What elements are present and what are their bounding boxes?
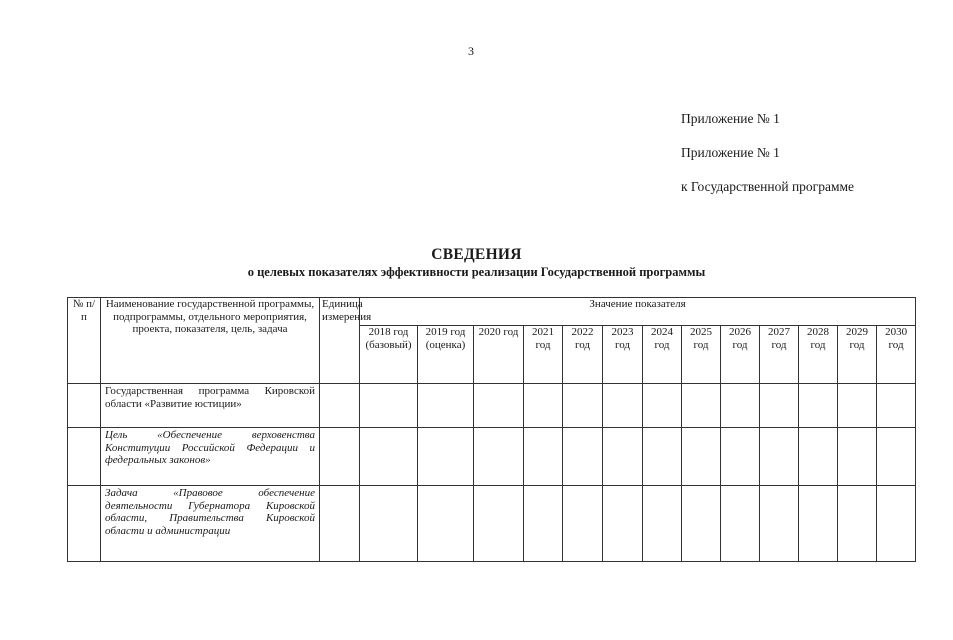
value-cell — [838, 486, 877, 562]
value-cell — [474, 486, 524, 562]
table-row — [68, 384, 916, 428]
value-cell — [760, 384, 799, 428]
value-cell — [360, 428, 418, 486]
indicators-table — [67, 297, 916, 562]
table-header-row-1 — [68, 298, 916, 326]
document-subtitle: о целевых показателях эффективности реализации Государственной программы — [247, 265, 706, 279]
header-year: 2021 год — [524, 326, 563, 384]
value-cell — [563, 486, 603, 562]
row-unit-cell — [320, 486, 360, 562]
page-number: 3 — [468, 44, 474, 58]
row-name-cell: Цель «Обеспечение верховенства Конституции Российской Федерации и федеральных законов» — [101, 428, 320, 486]
value-cell — [682, 428, 721, 486]
document-title: СВЕДЕНИЯ — [431, 246, 522, 263]
value-cell — [721, 384, 760, 428]
value-cell — [721, 428, 760, 486]
value-cell — [877, 428, 916, 486]
table-row — [68, 428, 916, 486]
value-cell — [838, 428, 877, 486]
header-year: 2019 год (оценка) — [418, 326, 474, 384]
value-cell — [799, 428, 838, 486]
header-year: 2026 год — [721, 326, 760, 384]
row-name-cell: Государственная программа Кировской области «Развитие юстиции» — [101, 384, 320, 428]
header-year: 2018 год (базовый) — [360, 326, 418, 384]
value-cell — [643, 428, 682, 486]
value-cell — [682, 384, 721, 428]
value-cell — [524, 384, 563, 428]
table-row — [68, 486, 916, 562]
row-unit-cell — [320, 384, 360, 428]
value-cell — [563, 428, 603, 486]
header-year: 2023 год — [603, 326, 643, 384]
row-num-cell — [68, 486, 101, 562]
header-value-group: Значение показателя — [360, 298, 916, 326]
header-year: 2022 год — [563, 326, 603, 384]
value-cell — [721, 486, 760, 562]
value-cell — [360, 384, 418, 428]
value-cell — [643, 384, 682, 428]
appendix-line-1: Приложение № 1 — [681, 111, 780, 126]
value-cell — [760, 428, 799, 486]
appendix-line-3: к Государственной программе — [681, 179, 855, 194]
value-cell — [524, 486, 563, 562]
value-cell — [474, 428, 524, 486]
header-year: 2020 год — [474, 326, 524, 384]
row-num-cell — [68, 384, 101, 428]
value-cell — [799, 486, 838, 562]
value-cell — [418, 486, 474, 562]
value-cell — [563, 384, 603, 428]
header-year: 2030 год — [877, 326, 916, 384]
value-cell — [682, 486, 721, 562]
row-name-cell: Задача «Правовое обеспечение деятельности Губернатора Кировской области, Правительства Кировской области и администрации — [101, 486, 320, 562]
appendix-line-2: Приложение № 1 — [681, 145, 780, 160]
row-num-cell — [68, 428, 101, 486]
header-year: 2025 год — [682, 326, 721, 384]
header-year: 2024 год — [643, 326, 682, 384]
value-cell — [524, 428, 563, 486]
value-cell — [474, 384, 524, 428]
value-cell — [603, 428, 643, 486]
header-year: 2029 год — [838, 326, 877, 384]
value-cell — [643, 486, 682, 562]
header-unit: Единица измерения — [320, 298, 360, 384]
header-num: № п/п — [68, 298, 101, 384]
value-cell — [877, 384, 916, 428]
value-cell — [760, 486, 799, 562]
row-unit-cell — [320, 428, 360, 486]
value-cell — [418, 428, 474, 486]
header-name: Наименование государственной программы, подпрограммы, отдельного мероприятия, проекта, показателя, цель, задача — [101, 298, 320, 384]
value-cell — [877, 486, 916, 562]
header-year: 2028 год — [799, 326, 838, 384]
value-cell — [603, 486, 643, 562]
value-cell — [603, 384, 643, 428]
value-cell — [418, 384, 474, 428]
value-cell — [799, 384, 838, 428]
value-cell — [838, 384, 877, 428]
value-cell — [360, 486, 418, 562]
header-year: 2027 год — [760, 326, 799, 384]
